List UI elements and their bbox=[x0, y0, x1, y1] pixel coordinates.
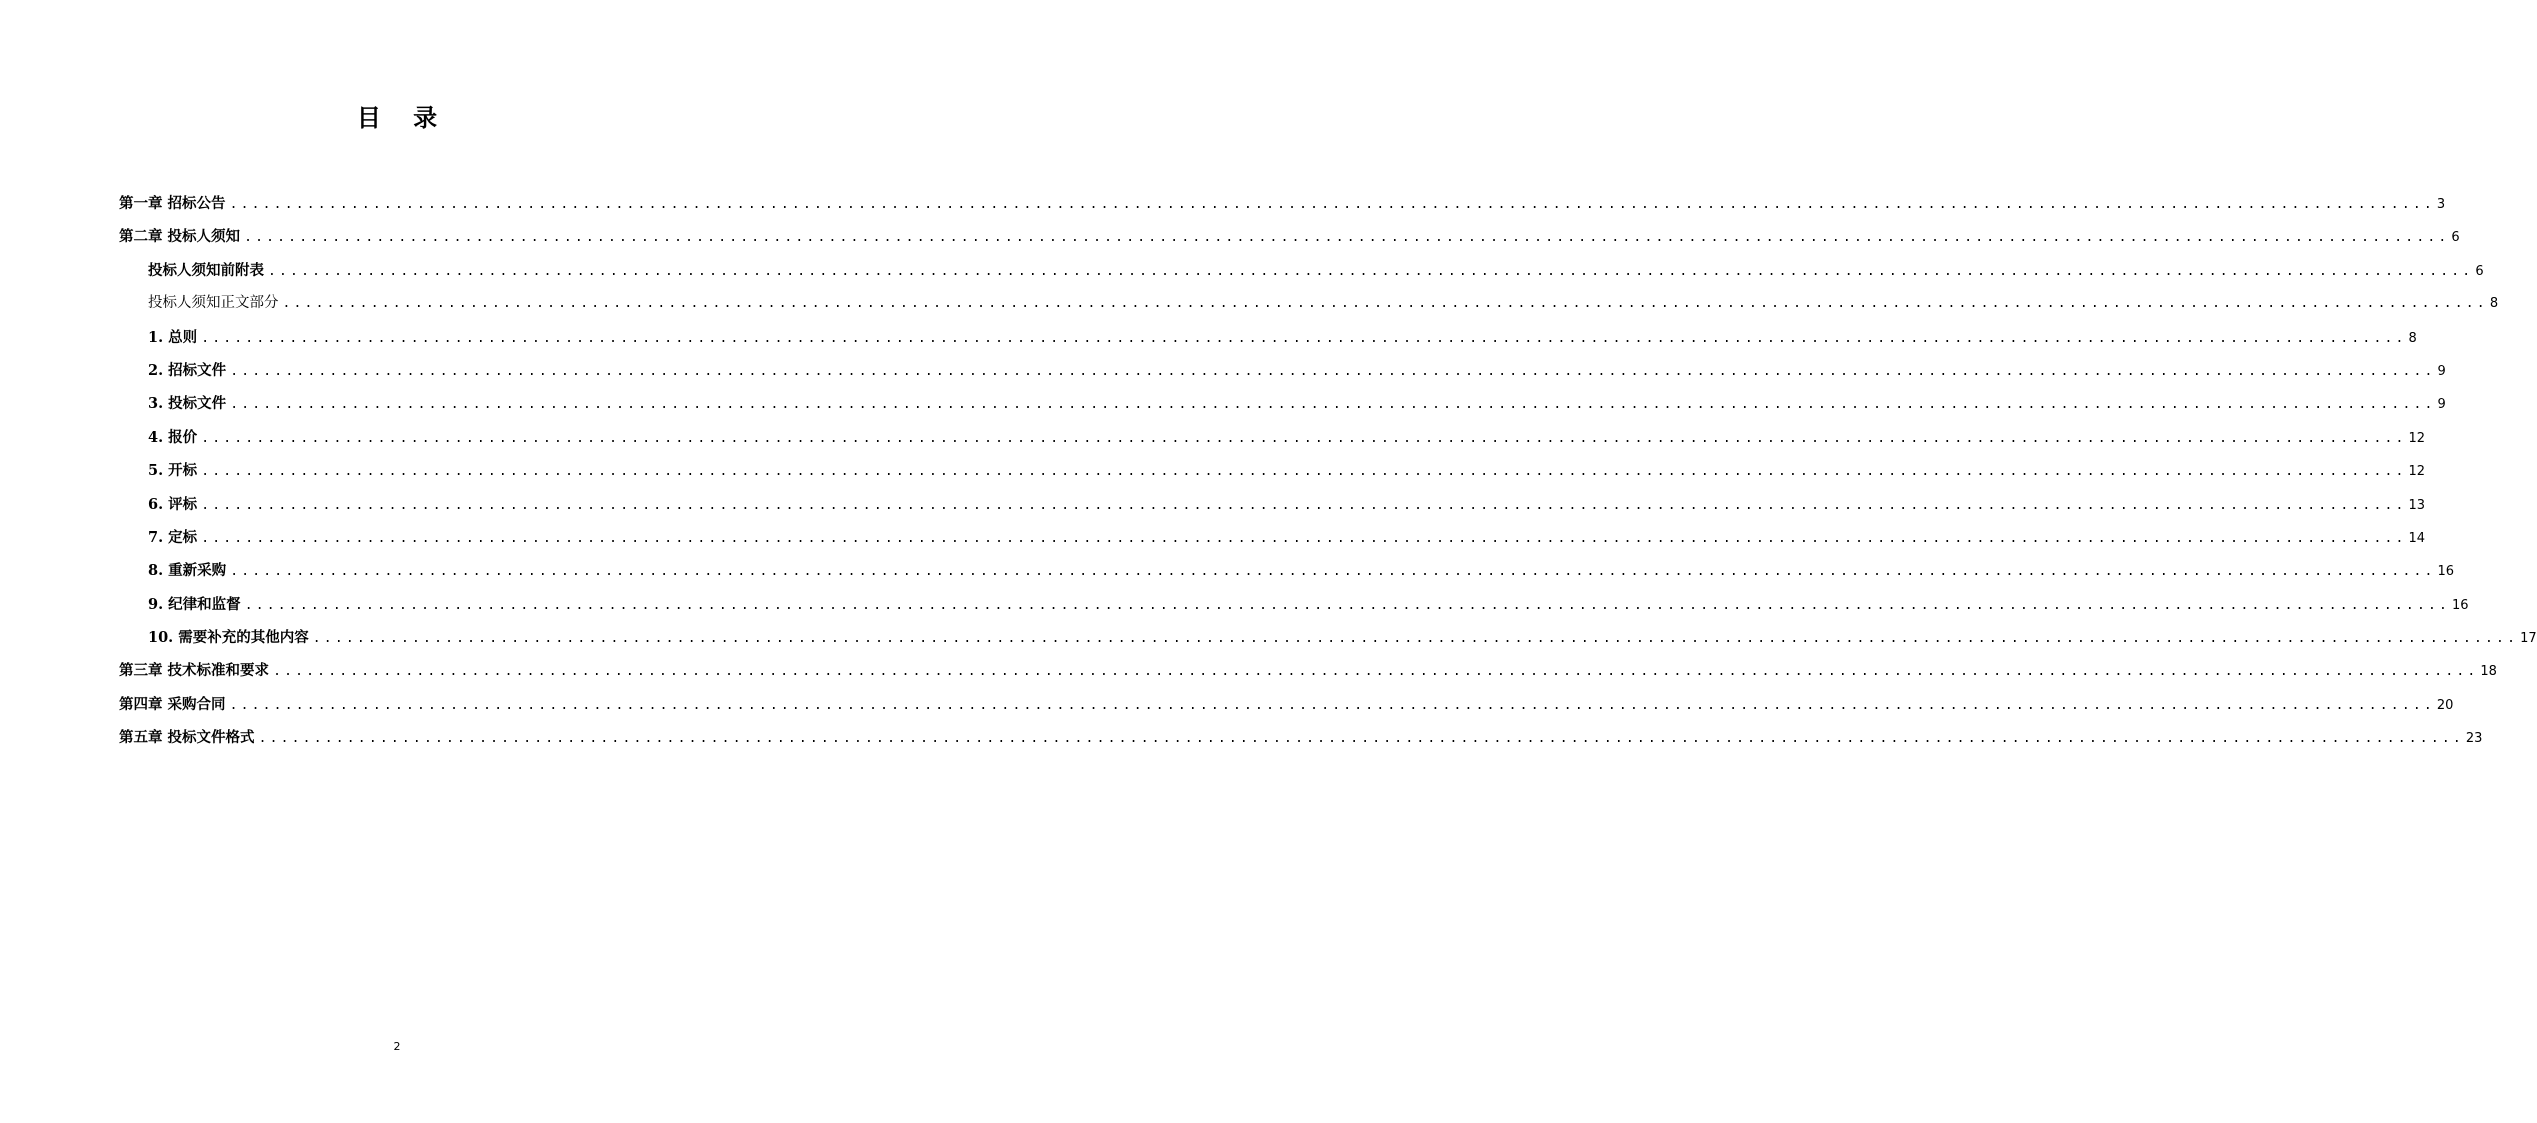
toc-page-number: 20 bbox=[2436, 697, 2454, 713]
toc-entry-title: 6. 评标 bbox=[148, 495, 198, 513]
toc-page-number: 18 bbox=[2480, 664, 2497, 680]
toc-entry[interactable] bbox=[119, 321, 2417, 354]
toc-dot-leader: ........................................................................................................................................................................................................ bbox=[268, 263, 2474, 279]
toc-page-number: 8 bbox=[2489, 296, 2499, 312]
toc-page-number: 6 bbox=[2475, 263, 2484, 279]
toc-entry-title: 投标人须知正文部分 bbox=[148, 295, 279, 312]
toc-entry-title: 1. 总则 bbox=[148, 328, 198, 346]
toc-entry[interactable] bbox=[119, 488, 2426, 521]
toc-entry-title: 9. 纪律和监督 bbox=[148, 595, 241, 613]
toc-dot-leader: ........................................................................................................................................................................................................ bbox=[201, 430, 2407, 446]
toc-page-number: 8 bbox=[2408, 330, 2417, 346]
toc-dot-leader: ........................................................................................................................................................................................................ bbox=[229, 197, 2435, 212]
toc-dot-leader: ........................................................................................................................................................................................................ bbox=[230, 397, 2436, 413]
page-number: 2 bbox=[393, 1040, 401, 1053]
toc-entry-title: 第五章 投标文件格式 bbox=[119, 729, 255, 747]
toc-page-number: 13 bbox=[2408, 497, 2426, 513]
toc-entry-title: 7. 定标 bbox=[148, 528, 198, 546]
toc-entry-title: 投标人须知前附表 bbox=[148, 261, 264, 279]
toc-entry[interactable] bbox=[119, 521, 2426, 554]
toc-entry[interactable] bbox=[119, 287, 2499, 320]
toc-entry-title: 第一章 招标公告 bbox=[119, 195, 226, 212]
toc-entry[interactable] bbox=[119, 187, 2446, 220]
toc-dot-leader: ........................................................................................................................................................................................................ bbox=[201, 530, 2407, 546]
toc-page-number: 17 bbox=[2520, 631, 2537, 647]
toc-dot-leader: ........................................................................................................................................................................................................ bbox=[273, 664, 2479, 680]
toc-entry[interactable] bbox=[119, 421, 2426, 454]
toc-entry-title: 8. 重新采购 bbox=[148, 562, 227, 580]
toc-dot-leader: ........................................................................................................................................................................................................ bbox=[312, 631, 2519, 647]
toc-page-number: 9 bbox=[2437, 363, 2446, 379]
toc-dot-leader: ........................................................................................................................................................................................................ bbox=[230, 363, 2436, 379]
toc-page-number: 12 bbox=[2408, 464, 2426, 480]
toc-entry[interactable] bbox=[119, 254, 2484, 287]
toc-page-number: 23 bbox=[2465, 731, 2483, 747]
toc-entry[interactable] bbox=[119, 721, 2483, 754]
toc-entry[interactable] bbox=[119, 654, 2497, 687]
toc-dot-leader: ........................................................................................................................................................................................................ bbox=[201, 330, 2407, 346]
toc-entry[interactable] bbox=[119, 354, 2446, 387]
toc-dot-leader: ........................................................................................................................................................................................................ bbox=[201, 497, 2407, 513]
toc-page-number: 14 bbox=[2408, 530, 2426, 546]
toc-page-number: 9 bbox=[2437, 397, 2446, 413]
toc-dot-leader: ........................................................................................................................................................................................................ bbox=[201, 464, 2407, 480]
toc-entry-title: 第二章 投标人须知 bbox=[119, 228, 241, 246]
toc-dot-leader: ........................................................................................................................................................................................................ bbox=[230, 564, 2436, 580]
toc-entry[interactable] bbox=[119, 454, 2426, 487]
toc-entry-title: 第三章 技术标准和要求 bbox=[119, 662, 270, 680]
toc-entry-title: 第四章 采购合同 bbox=[119, 695, 226, 713]
toc-page-number: 6 bbox=[2451, 230, 2460, 246]
toc-page-number: 16 bbox=[2437, 564, 2455, 580]
toc-entry[interactable] bbox=[119, 688, 2454, 721]
toc-entry[interactable] bbox=[119, 588, 2469, 621]
toc-dot-leader: ........................................................................................................................................................................................................ bbox=[244, 230, 2450, 246]
toc-page-number: 12 bbox=[2408, 430, 2426, 446]
toc-entry[interactable] bbox=[119, 387, 2446, 420]
toc-entry[interactable] bbox=[119, 621, 2537, 654]
toc-page-number: 16 bbox=[2452, 597, 2469, 613]
page-title: 目 录 bbox=[356, 103, 450, 132]
toc-entry-title: 5. 开标 bbox=[148, 462, 198, 480]
toc-dot-leader: ........................................................................................................................................................................................................ bbox=[229, 697, 2435, 713]
toc-dot-leader: ........................................................................................................................................................................................................ bbox=[282, 296, 2488, 312]
toc-entry[interactable] bbox=[119, 220, 2460, 253]
toc-entry-title: 3. 投标文件 bbox=[148, 395, 227, 413]
toc-entry-title: 10. 需要补充的其他内容 bbox=[148, 629, 309, 647]
table-of-contents bbox=[119, 187, 2537, 755]
toc-entry[interactable] bbox=[119, 554, 2455, 587]
toc-dot-leader: ........................................................................................................................................................................................................ bbox=[258, 731, 2464, 747]
toc-page-number: 3 bbox=[2436, 197, 2446, 212]
toc-entry-title: 4. 报价 bbox=[148, 428, 198, 446]
toc-dot-leader: ........................................................................................................................................................................................................ bbox=[244, 597, 2451, 613]
toc-entry-title: 2. 招标文件 bbox=[148, 361, 227, 379]
